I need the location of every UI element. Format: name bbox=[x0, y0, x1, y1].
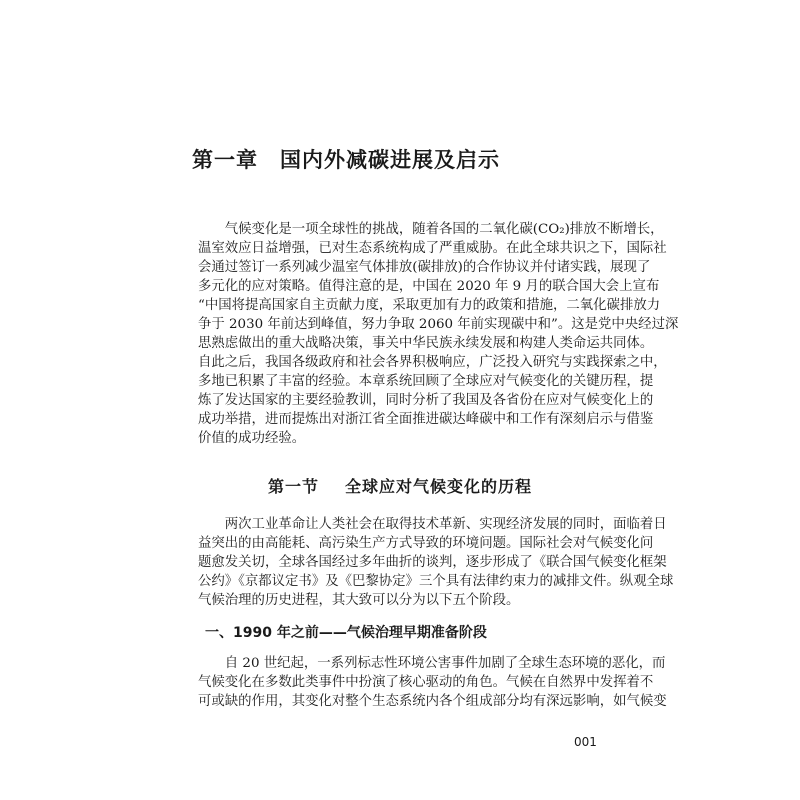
text-line: 自 20 世纪起，一系列标志性环境公害事件加剧了全球生态环境的恶化，而 bbox=[198, 656, 666, 671]
subsection-title: 一、1990 年之前——气候治理早期准备阶段 bbox=[205, 625, 487, 641]
text-line: 思熟虑做出的重大战略决策，事关中华民族永续发展和构建人类命运共同体。 bbox=[198, 336, 654, 351]
text-line: “中国将提高国家自主贡献力度，采取更加有力的政策和措施，二氧化碳排放力 bbox=[198, 298, 661, 313]
section-paragraph bbox=[198, 515, 674, 610]
text-line: 气候变化在多数此类事件中扮演了核心驱动的角色。气候在自然界中发挥着不 bbox=[198, 675, 654, 690]
subsection-paragraph bbox=[198, 654, 667, 711]
text-line: 成功举措，进而提炼出对浙江省全面推进碳达峰碳中和工作有深刻启示与借鉴 bbox=[198, 412, 654, 427]
section-number: 第一节 bbox=[267, 477, 319, 496]
text-line: 会通过签订一系列减少温室气体排放(碳排放)的合作协议并付诸实践，展现了 bbox=[198, 260, 651, 275]
section-title bbox=[0, 474, 800, 497]
text-line: 公约》《京都议定书》及《巴黎协定》三个具有法律约束力的减排文件。纵观全球 bbox=[198, 574, 674, 589]
text-line: 两次工业革命让人类社会在取得技术革新、实现经济发展的同时，面临着日 bbox=[198, 517, 667, 532]
text-line: 可或缺的作用，其变化对整个生态系统内各个组成部分均有深远影响，如气候变 bbox=[198, 694, 667, 709]
intro-paragraph bbox=[198, 220, 679, 448]
section-title-text: 全球应对气候变化的历程 bbox=[345, 477, 533, 496]
text-line: 多地已积累了丰富的经验。本章系统回顾了全球应对气候变化的关键历程，提 bbox=[198, 374, 654, 389]
page-number: 001 bbox=[574, 735, 597, 749]
text-line: 自此之后，我国各级政府和社会各界积极响应，广泛投入研究与实践探索之中， bbox=[198, 355, 667, 370]
text-line: 争于 2030 年前达到峰值，努力争取 2060 年前实现碳中和”。这是党中央经过深 bbox=[198, 317, 679, 332]
chapter-title bbox=[192, 144, 500, 174]
text-line: 气候变化是一项全球性的挑战，随着各国的二氧化碳(CO₂)排放不断增长， bbox=[198, 222, 664, 237]
text-line: 气候治理的历史进程，其大致可以分为以下五个阶段。 bbox=[198, 593, 520, 608]
text-line: 价值的成功经验。 bbox=[198, 431, 306, 446]
text-line: 炼了发达国家的主要经验教训，同时分析了我国及各省份在应对气候变化上的 bbox=[198, 393, 654, 408]
text-line: 益突出的由高能耗、高污染生产方式导致的环境问题。国际社会对气候变化问 bbox=[198, 536, 654, 551]
chapter-title-text: 国内外减碳进展及启示 bbox=[280, 147, 500, 172]
text-line: 温室效应日益增强，已对生态系统构成了严重威胁。在此全球共识之下，国际社 bbox=[198, 241, 667, 256]
text-line: 题愈发关切，全球各国经过多年曲折的谈判，逐步形成了《联合国气候变化框架 bbox=[198, 555, 667, 570]
text-line: 多元化的应对策略。值得注意的是，中国在 2020 年 9 月的联合国大会上宣布 bbox=[198, 279, 660, 294]
chapter-number: 第一章 bbox=[192, 147, 258, 172]
